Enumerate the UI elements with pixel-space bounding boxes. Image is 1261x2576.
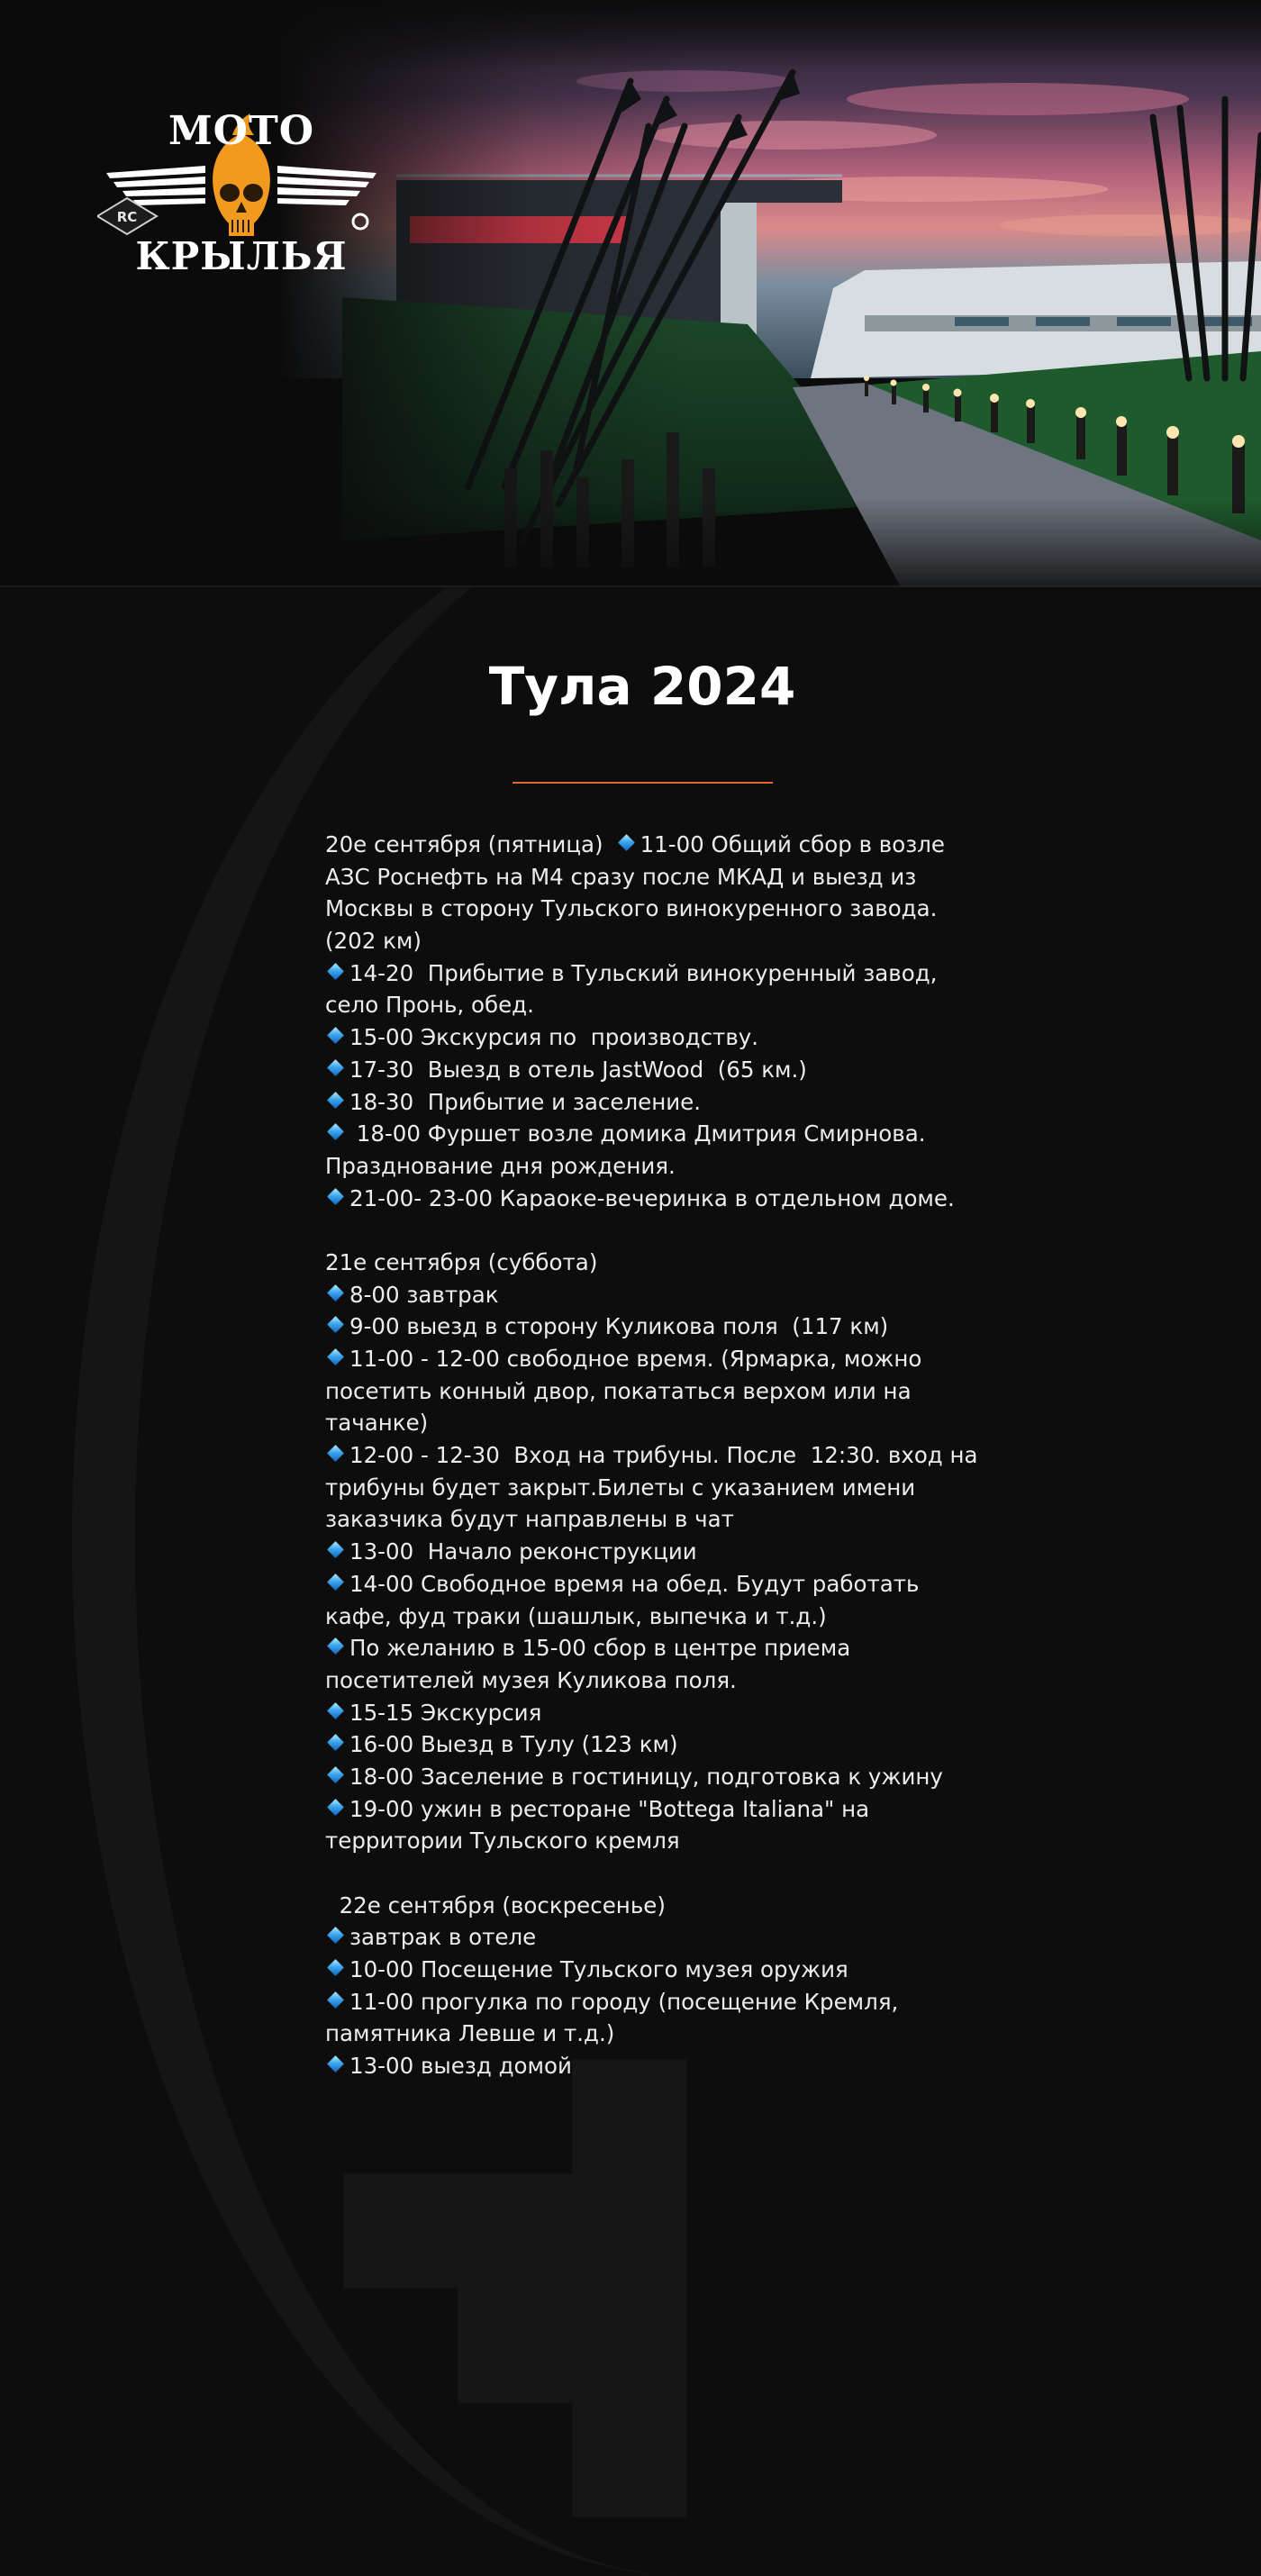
blue-diamond-icon	[327, 1541, 343, 1557]
schedule-line	[325, 1728, 974, 1761]
schedule-line-text: 22е сентября (воскресенье)	[325, 1891, 666, 1918]
blue-diamond-icon	[618, 834, 634, 850]
schedule-line	[325, 1343, 974, 1375]
schedule-line	[325, 1664, 974, 1697]
blue-diamond-icon	[327, 1348, 343, 1365]
blue-diamond-icon	[327, 1991, 343, 2008]
blue-diamond-icon	[327, 1188, 343, 1204]
blue-diamond-icon	[327, 1799, 343, 1815]
schedule-line-text: 14-20 Прибытие в Тульский винокуренный завод,	[349, 959, 938, 986]
blue-diamond-icon	[327, 1284, 343, 1301]
blue-diamond-icon	[327, 2055, 343, 2072]
schedule-line	[325, 2050, 974, 2082]
schedule-line-text: посетителей музея Куликова поля.	[325, 1666, 737, 1693]
schedule-line	[325, 1183, 974, 1215]
hero-banner	[0, 0, 1261, 587]
schedule-line	[325, 1375, 974, 1408]
schedule-line-text: посетить конный двор, покататься верхом или на	[325, 1377, 912, 1404]
page-title: Тула 2024	[488, 656, 796, 717]
spacer	[325, 1214, 974, 1247]
logo-text-krylya: КРЫЛЬЯ	[135, 234, 348, 278]
schedule-line-text: 19-00 ужин в ресторане "Bottega Italiana" на	[349, 1795, 870, 1822]
schedule-line-text: АЗС Роснефть на М4 сразу после МКАД и выезд из	[325, 863, 917, 890]
schedule-line	[325, 1568, 974, 1601]
schedule-line	[325, 1021, 974, 1054]
blue-diamond-icon	[327, 963, 343, 979]
schedule-line-text: (202 км)	[325, 928, 422, 955]
schedule-line	[325, 925, 974, 957]
hero-photo	[0, 0, 1261, 587]
schedule-line	[325, 1921, 974, 1954]
schedule-line	[325, 1890, 974, 1922]
schedule-line-text: тачанке)	[325, 1410, 429, 1437]
blue-diamond-icon	[327, 1702, 343, 1719]
schedule-line-text: 18-00 Заселение в гостиницу, подготовка к ужину	[349, 1763, 943, 1790]
schedule-line	[325, 1054, 974, 1086]
schedule-line	[325, 1793, 974, 1826]
schedule-line	[325, 1954, 974, 1986]
schedule-line	[325, 2018, 974, 2050]
schedule-day-friday	[325, 829, 974, 1214]
schedule-line	[325, 989, 974, 1021]
schedule-line	[325, 1311, 974, 1343]
schedule-line-text: 18-30 Прибытие и заселение.	[349, 1088, 702, 1115]
schedule-line	[325, 1247, 974, 1279]
schedule-line-text: 18-00 Фуршет возле домика Дмитрия Смирнова.	[349, 1120, 926, 1147]
schedule-line-text: трибуны будет закрыт.Билеты с указанием имени	[325, 1474, 916, 1501]
schedule-line-text: 15-15 Экскурсия	[349, 1699, 542, 1726]
blue-diamond-icon	[327, 1959, 343, 1975]
schedule-line-text: село Пронь, обед.	[325, 992, 534, 1019]
schedule-line	[325, 1601, 974, 1633]
blue-diamond-icon	[327, 1574, 343, 1590]
schedule-line	[325, 829, 974, 861]
schedule-line-text: территории Тульского кремля	[325, 1828, 680, 1855]
schedule-line-text: 12-00 - 12-30 Вход на трибуны. После 12:30. вход на	[349, 1442, 978, 1469]
schedule-line-text: 8-00 завтрак	[349, 1281, 499, 1308]
schedule-line-text: кафе, фуд траки (шашлык, выпечка и т.д.)	[325, 1602, 827, 1629]
schedule-line	[325, 1086, 974, 1119]
schedule-line	[325, 1472, 974, 1504]
schedule-line	[325, 1407, 974, 1439]
moto-krylya-logo[interactable]	[97, 108, 386, 288]
blue-diamond-icon	[327, 1059, 343, 1075]
schedule-line-text: 21е сентября (суббота)	[325, 1248, 598, 1275]
schedule-line-text: 11-00 прогулка по городу (посещение Кремля,	[349, 1988, 899, 2015]
schedule-line	[325, 1118, 974, 1150]
spacer	[325, 1857, 974, 1890]
schedule-line	[325, 1825, 974, 1857]
blue-diamond-icon	[327, 1092, 343, 1108]
schedule-line-text: Москвы в сторону Тульского винокуренного завода.	[325, 895, 938, 922]
schedule-line	[325, 1536, 974, 1568]
schedule-line-text: Празднование дня рождения.	[325, 1152, 676, 1179]
schedule-line-text: 13-00 выезд домой	[349, 2053, 572, 2080]
schedule-line	[325, 1986, 974, 2018]
schedule-line-text: 21-00- 23-00 Караоке-вечеринка в отдельном доме.	[349, 1184, 955, 1211]
schedule-line-text: заказчика будут направлены в чат	[325, 1506, 734, 1533]
schedule-line-text: 15-00 Экскурсия по производству.	[349, 1024, 759, 1051]
schedule-line-text: 14-00 Свободное время на обед. Будут работать	[349, 1570, 920, 1597]
schedule-line-text: памятника Левше и т.д.)	[325, 2020, 615, 2047]
blue-diamond-icon	[327, 1027, 343, 1043]
schedule-line	[325, 1632, 974, 1664]
schedule-day-sunday	[325, 1890, 974, 2082]
schedule-line	[325, 1503, 974, 1536]
schedule-line	[325, 1439, 978, 1472]
blue-diamond-icon	[327, 1927, 343, 1944]
title-divider	[513, 782, 773, 784]
schedule-line-text: 9-00 выезд в сторону Куликова поля (117 км)	[349, 1313, 889, 1340]
schedule-day-saturday	[325, 1247, 978, 1857]
schedule-line	[325, 1279, 974, 1311]
blue-diamond-icon	[327, 1445, 343, 1461]
blue-diamond-icon	[327, 1123, 343, 1139]
blue-diamond-icon	[327, 1766, 343, 1782]
blue-diamond-icon	[327, 1637, 343, 1654]
schedule-line	[325, 893, 974, 925]
logo-rc-badge: RC	[116, 209, 138, 225]
schedule-line	[325, 957, 974, 990]
schedule-line-text: завтрак в отеле	[349, 1924, 537, 1951]
schedule-line	[325, 1150, 974, 1183]
logo-text-moto: МОТО	[168, 108, 315, 154]
schedule-line-text: 13-00 Начало реконструкции	[349, 1538, 697, 1565]
event-schedule	[325, 829, 978, 2082]
blue-diamond-icon	[327, 1735, 343, 1751]
blue-diamond-icon	[327, 1317, 343, 1333]
schedule-line-text: 16-00 Выезд в Тулу (123 км)	[349, 1731, 678, 1758]
schedule-line-text: 11-00 Общий сбор в возле	[640, 831, 945, 857]
schedule-line-text: 11-00 - 12-00 свободное время. (Ярмарка, можно	[349, 1346, 922, 1372]
schedule-line	[325, 861, 974, 893]
schedule-line-text: 17-30 Выезд в отель JastWood (65 км.)	[349, 1056, 807, 1083]
schedule-line-text: 10-00 Посещение Тульского музея оружия	[349, 1956, 848, 1983]
schedule-line	[325, 1761, 974, 1793]
schedule-line	[325, 1697, 974, 1729]
schedule-line-text: По желанию в 15-00 сбор в центре приема	[349, 1635, 851, 1662]
schedule-line-text: 20е сентября (пятница)	[325, 831, 603, 857]
